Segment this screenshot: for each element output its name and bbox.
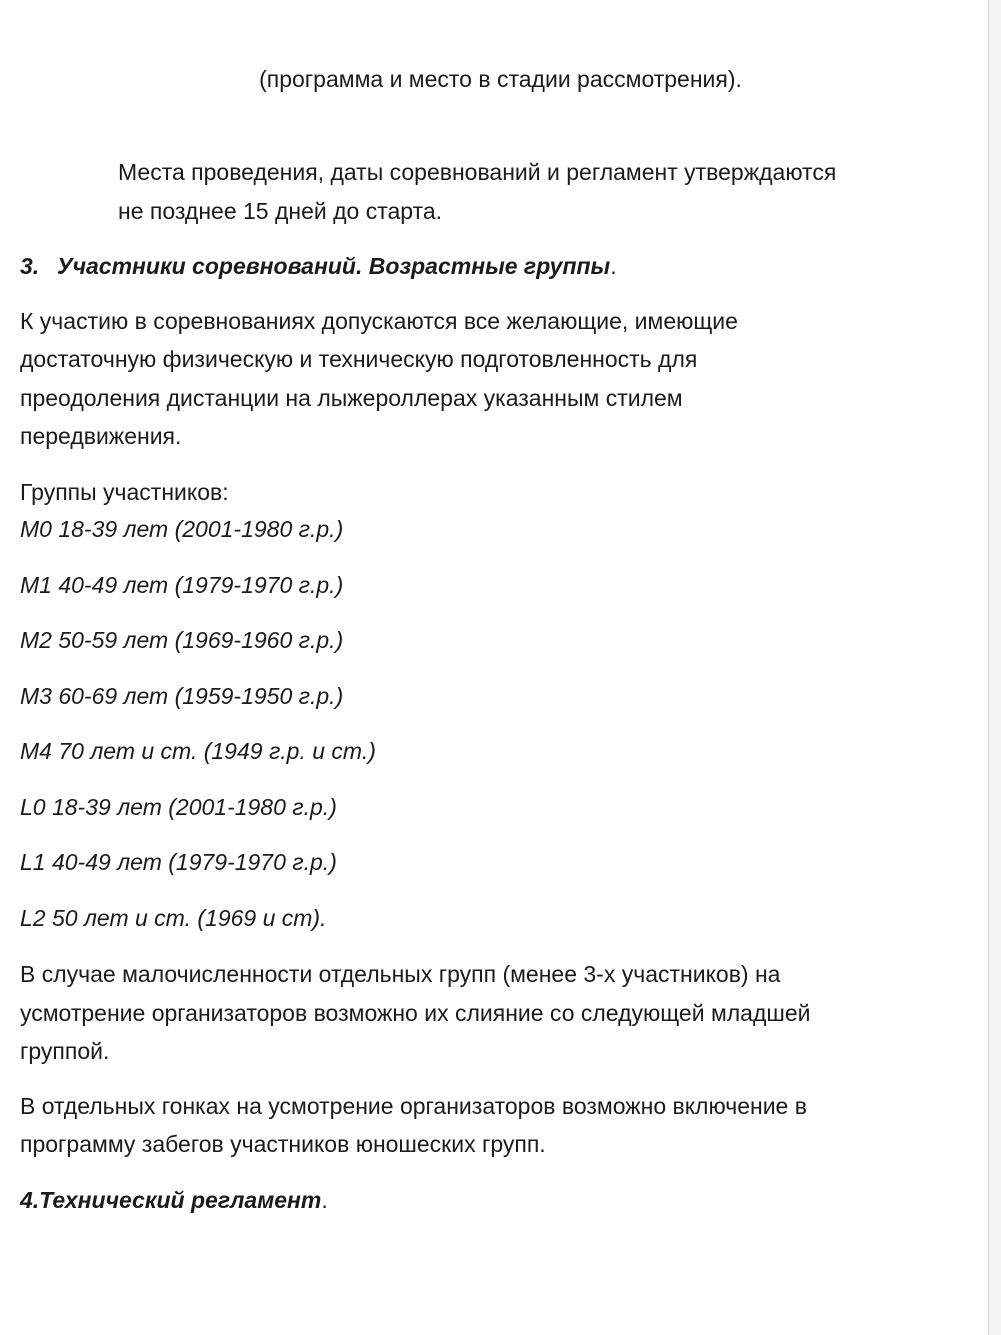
junior-paragraph-line: В отдельных гонках на усмотрение организаторов возможно включение в [20, 1093, 807, 1119]
age-group-item: М0 18-39 лет (2001-1980 г.р.) [20, 516, 344, 542]
schedule-paragraph-line: не позднее 15 дней до старта. [118, 198, 443, 224]
age-group-item: М3 60-69 лет (1959-1950 г.р.) [20, 683, 344, 709]
merge-paragraph-line: В случае малочисленности отдельных групп (менее 3-х участников) на [20, 961, 781, 987]
admission-paragraph-line: передвижения. [20, 423, 182, 449]
intro-line: (программа и место в стадии рассмотрения). [259, 66, 742, 92]
groups-label: Группы участников: [20, 479, 229, 505]
age-group-item: L1 40-49 лет (1979-1970 г.р.) [20, 849, 337, 875]
admission-paragraph-line: преодоления дистанции на лыжероллерах указанным стилем [20, 385, 683, 411]
age-group-item: L0 18-39 лет (2001-1980 г.р.) [20, 794, 337, 820]
section-3-trailing: . [610, 253, 617, 279]
schedule-paragraph-line: Места проведения, даты соревнований и регламент утверждаются [118, 159, 837, 185]
section-4-heading [20, 1181, 328, 1219]
section-4-trailing: . [321, 1187, 328, 1213]
age-group-item: М4 70 лет и ст. (1949 г.р. и ст.) [20, 738, 376, 764]
section-3-number: 3. [20, 253, 40, 279]
admission-paragraph-line: К участию в соревнованиях допускаются все желающие, имеющие [20, 308, 738, 334]
section-3-heading [20, 247, 617, 285]
junior-paragraph-line: программу забегов участников юношеских групп. [20, 1131, 546, 1157]
section-3-title: Участники соревнований. Возрастные группы [57, 253, 611, 279]
viewer-gutter [989, 0, 1001, 1335]
merge-paragraph-line: усмотрение организаторов возможно их слияние со следующей младшей [20, 1000, 811, 1026]
admission-paragraph-line: достаточную физическую и техническую подготовленность для [20, 346, 698, 372]
merge-paragraph-line: группой. [20, 1038, 110, 1064]
age-group-item: М1 40-49 лет (1979-1970 г.р.) [20, 572, 344, 598]
section-4-title: 4.Технический регламент [20, 1187, 322, 1213]
age-group-item: М2 50-59 лет (1969-1960 г.р.) [20, 627, 344, 653]
age-group-item: L2 50 лет и ст. (1969 и ст). [20, 905, 327, 931]
